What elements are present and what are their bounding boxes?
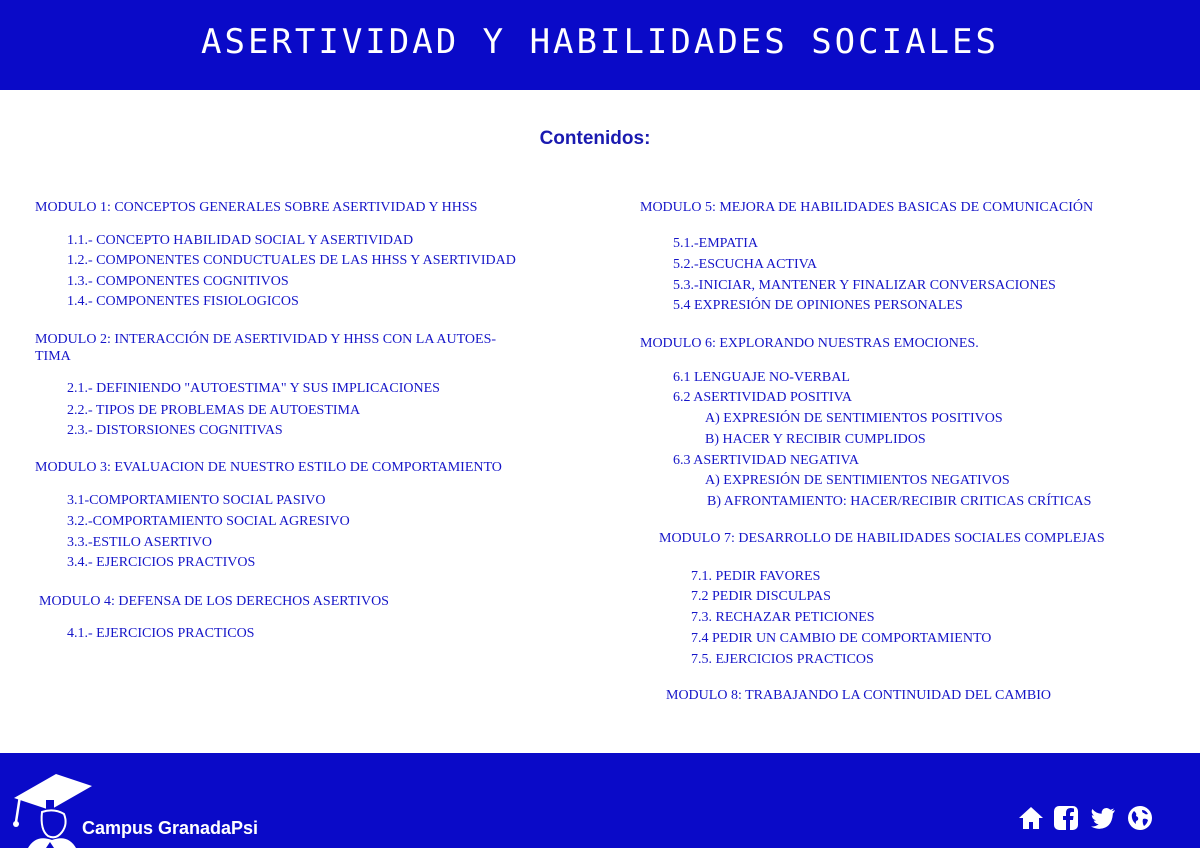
module-6-heading: MODULO 6: EXPLORANDO NUESTRAS EMOCIONES.	[640, 336, 979, 351]
module-2-heading: MODULO 2: INTERACCIÓN DE ASERTIVIDAD Y HHSS CON LA AUTOES-	[35, 332, 497, 347]
item-1-3: 1.3.- COMPONENTES COGNITIVOS	[67, 274, 289, 289]
item-3-2: 3.2.-COMPORTAMIENTO SOCIAL AGRESIVO	[67, 514, 350, 529]
item-6-2-b: B) HACER Y RECIBIR CUMPLIDOS	[705, 432, 926, 447]
item-1-2: 1.2.- COMPONENTES CONDUCTUALES DE LAS HHSS Y ASERTIVIDAD	[67, 253, 516, 268]
item-6-3: 6.3 ASERTIVIDAD NEGATIVA	[673, 453, 859, 468]
item-1-1: 1.1.- CONCEPTO HABILIDAD SOCIAL Y ASERTIVIDAD	[67, 233, 414, 248]
item-3-1: 3.1-COMPORTAMIENTO SOCIAL PASIVO	[67, 493, 326, 508]
module-5-heading: MODULO 5: MEJORA DE HABILIDADES BASICAS DE COMUNICACIÓN	[640, 200, 1094, 215]
module-2-heading-cont: TIMA	[35, 349, 71, 364]
globe-icon[interactable]	[1126, 804, 1154, 832]
item-5-2: 5.2.-ESCUCHA ACTIVA	[673, 257, 818, 272]
page-title: ASERTIVIDAD Y HABILIDADES SOCIALES	[201, 22, 999, 62]
item-5-3: 5.3.-INICIAR, MANTENER Y FINALIZAR CONVERSACIONES	[673, 278, 1056, 293]
item-7-1: 7.1. PEDIR FAVORES	[691, 569, 821, 584]
twitter-icon[interactable]	[1089, 804, 1117, 832]
item-6-3-b: B) AFRONTAMIENTO: HACER/RECIBIR CRITICAS CRÍTICAS	[707, 494, 1092, 509]
contents-heading: Contenidos:	[539, 128, 651, 149]
item-3-3: 3.3.-ESTILO ASERTIVO	[67, 535, 212, 550]
item-2-3: 2.3.- DISTORSIONES COGNITIVAS	[67, 423, 283, 438]
item-5-4: 5.4 EXPRESIÓN DE OPINIONES PERSONALES	[673, 298, 963, 313]
module-7-heading: MODULO 7: DESARROLLO DE HABILIDADES SOCIALES COMPLEJAS	[659, 531, 1105, 546]
module-8-heading: MODULO 8: TRABAJANDO LA CONTINUIDAD DEL CAMBIO	[666, 688, 1051, 703]
item-2-1: 2.1.- DEFINIENDO "AUTOESTIMA" Y SUS IMPLICACIONES	[67, 381, 440, 396]
brand-name: Campus GranadaPsi	[82, 818, 259, 838]
item-6-2-a: A) EXPRESIÓN DE SENTIMIENTOS POSITIVOS	[705, 411, 1003, 426]
item-6-1: 6.1 LENGUAJE NO-VERBAL	[673, 370, 850, 385]
item-1-4: 1.4.- COMPONENTES FISIOLOGICOS	[67, 294, 299, 309]
home-icon[interactable]	[1017, 804, 1045, 832]
facebook-icon[interactable]	[1052, 804, 1080, 832]
item-5-1: 5.1.-EMPATIA	[673, 236, 759, 251]
item-4-1: 4.1.- EJERCICIOS PRACTICOS	[67, 626, 255, 641]
item-7-2: 7.2 PEDIR DISCULPAS	[691, 589, 831, 604]
item-2-2: 2.2.- TIPOS DE PROBLEMAS DE AUTOESTIMA	[67, 403, 361, 418]
item-7-5: 7.5. EJERCICIOS PRACTICOS	[691, 652, 874, 667]
item-7-4: 7.4 PEDIR UN CAMBIO DE COMPORTAMIENTO	[691, 631, 992, 646]
module-3-heading: MODULO 3: EVALUACION DE NUESTRO ESTILO DE COMPORTAMIENTO	[35, 460, 502, 475]
module-1-heading: MODULO 1: CONCEPTOS GENERALES SOBRE ASERTIVIDAD Y HHSS	[35, 200, 478, 215]
module-4-heading: MODULO 4: DEFENSA DE LOS DERECHOS ASERTIVOS	[39, 594, 389, 609]
item-3-4: 3.4.- EJERCICIOS PRACTIVOS	[67, 555, 256, 570]
item-7-3: 7.3. RECHAZAR PETICIONES	[691, 610, 875, 625]
item-6-3-a: A) EXPRESIÓN DE SENTIMIENTOS NEGATIVOS	[705, 473, 1010, 488]
item-6-2: 6.2 ASERTIVIDAD POSITIVA	[673, 390, 852, 405]
